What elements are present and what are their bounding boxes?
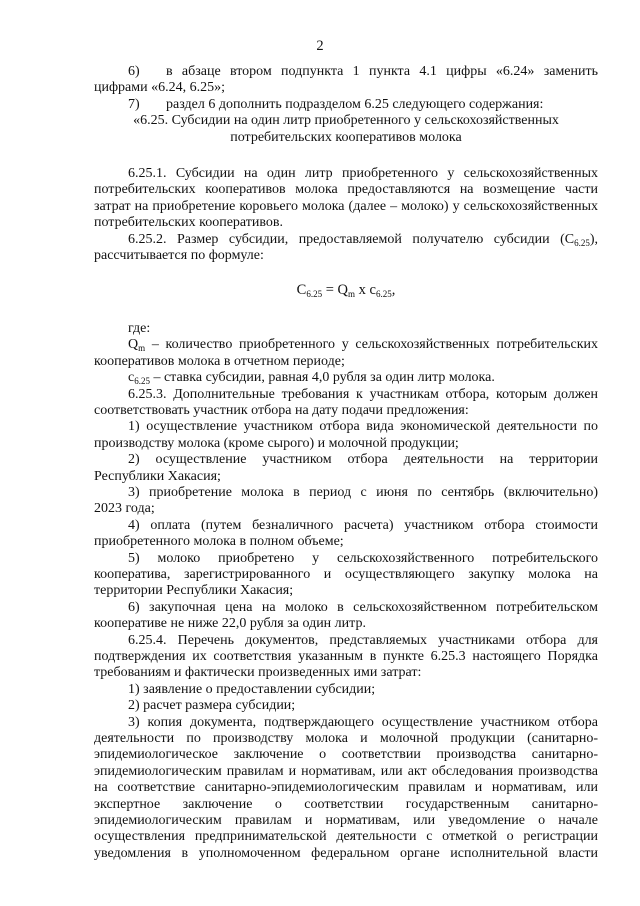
req-3-line-2: 2023 года; — [94, 501, 155, 517]
para-6254-line-2: подтверждения их соответствия указанным в пункте 6.25.3 настоящего Порядка — [94, 649, 598, 664]
doc-3-line-5: на соответствие санитарно-эпидемиологическим правилам и нормативам, или — [94, 780, 598, 796]
doc-1: 1) заявление о предоставлении субсидии; — [128, 681, 376, 697]
para-6253-line-1: 6.25.3. Дополнительные требования к участникам отбора, которым должен — [128, 386, 598, 402]
req-4-line-1: 4) оплата (путем безналичного расчета) участником отбора стоимости — [128, 517, 598, 533]
where-q-line-2: кооперативов молока в отчетном периоде; — [94, 353, 345, 369]
item-7-line: 7) раздел 6 дополнить подразделом 6.25 следующего содержания: — [128, 96, 544, 112]
item-7-number: 7) — [128, 96, 140, 112]
item-6-number: 6) — [128, 64, 140, 79]
where-c-line: $с_{6.25}$ – ставка субсидии, равная 4,0 рубля за один литр молока. — [128, 370, 495, 387]
req-5-line-1: 5) молоко приобретено у сельскохозяйственного потребительского — [128, 550, 598, 566]
doc-3-line-3: эпидемиологическое заключение о соответствии производства санитарно- — [94, 747, 598, 763]
page-number: 2 — [316, 38, 324, 54]
where-q-line-1: $Q_m$ – количество приобретенного у сельскохозяйственных потребительских — [128, 337, 598, 354]
section-title-line-1: «6.25. Субсидии на один литр приобретенного у сельскохозяйственных — [133, 113, 559, 129]
req-6-line-1: 6) закупочная цена на молоко в сельскохозяйственном потребительском — [128, 599, 598, 615]
document-body — [94, 64, 598, 862]
doc-3-line-9: уведомления в уполномоченном федеральном органе исполнительной власти — [94, 845, 598, 861]
section-title-line-2: потребительских кооперативов молока — [230, 129, 462, 145]
para-6254-line-3: требованиям и фактически произведенных ими затрат: — [94, 665, 422, 681]
doc-3-line-6: экспертное заключение о соответствии государственным санитарно- — [94, 796, 598, 812]
req-4-line-2: приобретенного молока в полном объеме; — [94, 534, 344, 550]
para-6254-line-1: 6.25.4. Перечень документов, представляемых участниками отбора для — [128, 632, 598, 648]
para-6252-line-2: рассчитывается по формуле: — [94, 248, 264, 264]
req-1-line-2: производству молока (кроме сырого) и молочной продукции; — [94, 435, 459, 451]
para-6251-line-2: потребительских кооперативов молока предоставляются на возмещение части — [94, 182, 598, 198]
spacer — [94, 146, 598, 162]
para-6251-line-1: 6.25.1. Субсидии на один литр приобретенного у сельскохозяйственных — [128, 166, 598, 182]
req-6-line-2: кооперативе не ниже 22,0 рубля за один литр. — [94, 616, 366, 632]
req-5-line-2: кооператива, зарегистрированного и осуществляющего закупку молока на — [94, 566, 598, 582]
req-5-line-3: территории Республики Хакасия; — [94, 583, 294, 599]
req-1-line-1: 1) осуществление участником отбора вида экономической деятельности по — [128, 419, 598, 435]
doc-3-line-1: 3) копия документа, подтверждающего осуществление участником отбора — [128, 714, 598, 730]
formula: $С_{6.25} = Q_m$ x $с_{6.25}$, — [296, 282, 396, 300]
doc-3-line-8: осуществления предпринимательской деятельности с отметкой о регистрации — [94, 829, 598, 845]
where-label: где: — [128, 320, 151, 336]
para-6252-line-1: 6.25.2. Размер субсидии, предоставляемой получателю субсидии $(С_{6.25})$, — [128, 231, 598, 248]
item-6-line-2: цифрами «6.24, 6.25»; — [94, 80, 226, 96]
doc-3-line-7: эпидемиологическим правилам и нормативам, или уведомление о начале — [94, 813, 598, 829]
req-3-line-1: 3) приобретение молока в период с июня по сентябрь (включительно) — [128, 484, 598, 500]
para-6251-line-4: потребительских кооперативов. — [94, 215, 284, 231]
doc-3-line-2: деятельности по производству молока и молочной продукции (санитарно- — [94, 731, 598, 747]
doc-2: 2) расчет размера субсидии; — [128, 698, 296, 714]
doc-3-line-4: эпидемиологическим правилам и нормативам, или акт обследования производства — [94, 763, 598, 779]
para-6251-line-3: затрат на приобретение коровьего молока (далее – молоко) у сельскохозяйственных — [94, 198, 598, 214]
item-6-line-1: 6) в абзаце втором подпункта 1 пункта 4.1 цифры «6.24» заменить — [128, 64, 598, 79]
req-2-line-1: 2) осуществление участником отбора деятельности на территории — [128, 452, 598, 468]
req-2-line-2: Республики Хакасия; — [94, 468, 221, 484]
para-6253-line-2: соответствовать участник отбора на дату подачи предложения: — [94, 402, 469, 418]
